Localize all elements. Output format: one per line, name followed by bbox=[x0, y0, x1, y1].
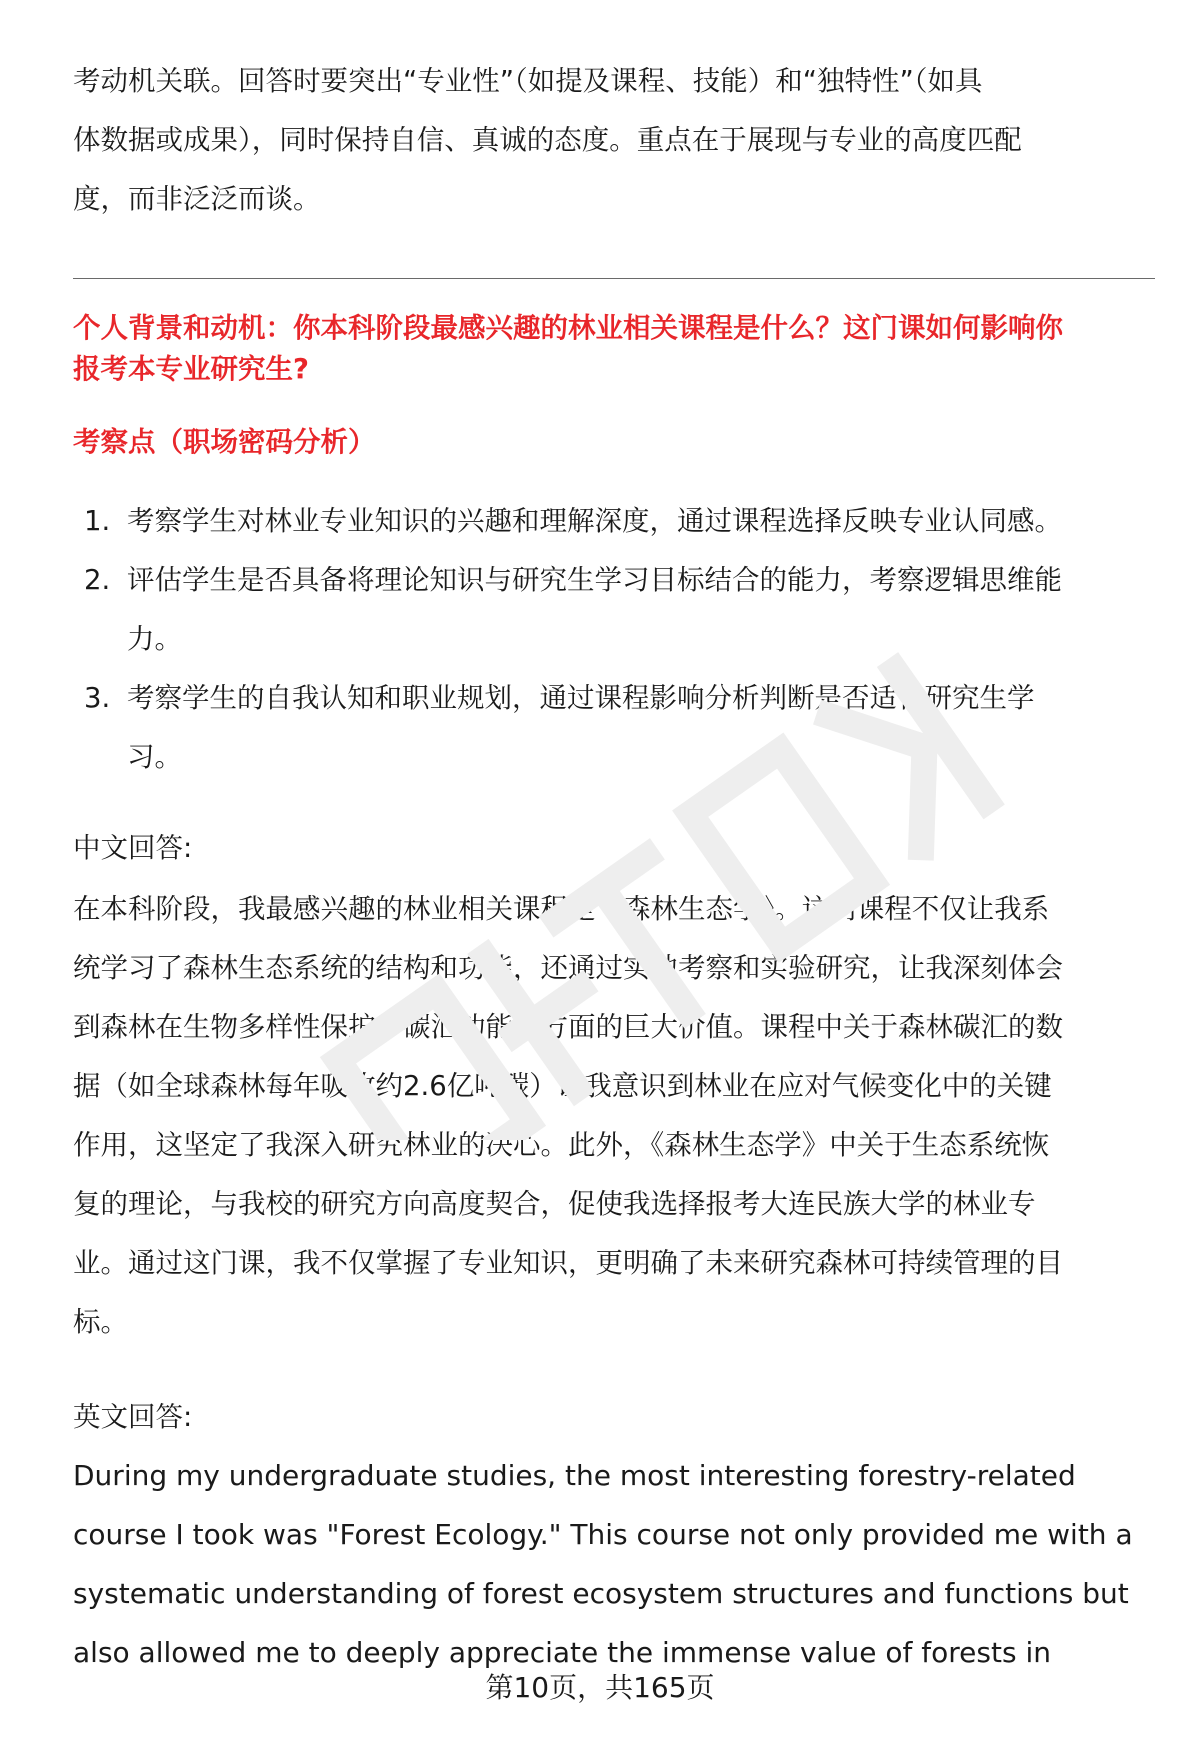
intro-line: 度，而非泛泛而谈。 bbox=[73, 183, 321, 215]
intro-line: 体数据或成果），同时保持自信、真诚的态度。重点在于展现与专业的高度匹配 bbox=[73, 124, 1022, 156]
chinese-answer-line: 到森林在生物多样性保护、碳汇功能等方面的巨大价值。课程中关于森林碳汇的数 bbox=[73, 1011, 1063, 1043]
chinese-answer-line: 业。通过这门课，我不仅掌握了专业知识，更明确了未来研究森林可持续管理的目 bbox=[73, 1247, 1063, 1279]
list-item-text: 评估学生是否具备将理论知识与研究生学习目标结合的能力，考察逻辑思维能 bbox=[127, 564, 1062, 596]
list-item-number: 2. bbox=[84, 564, 111, 596]
chinese-answer-line: 统学习了森林生态系统的结构和功能，还通过实地考察和实验研究，让我深刻体会 bbox=[73, 952, 1063, 984]
list-item-text: 考察学生的自我认知和职业规划，通过课程影响分析判断是否适合研究生学 bbox=[127, 682, 1035, 714]
question-heading bbox=[73, 308, 1155, 390]
list-item-text: 习。 bbox=[127, 741, 182, 773]
document-page bbox=[73, 0, 1155, 1755]
list-item-number: 3. bbox=[84, 682, 111, 714]
english-answer-line: During my undergraduate studies, the most interesting forestry-related bbox=[73, 1459, 1076, 1492]
section-divider bbox=[73, 278, 1155, 279]
intro-line: 考动机关联。回答时要突出“专业性”（如提及课程、技能）和“独特性”（如具 bbox=[73, 65, 983, 97]
english-answer-label: 英文回答: bbox=[73, 1401, 193, 1433]
chinese-answer-line: 标。 bbox=[73, 1306, 128, 1338]
list-item-number: 1. bbox=[84, 505, 111, 537]
list-item bbox=[73, 551, 1155, 669]
question-line: 报考本专业研究生? bbox=[73, 353, 309, 385]
list-item bbox=[73, 669, 1155, 787]
list-item-text: 力。 bbox=[127, 623, 182, 655]
list-item-text: 考察学生对林业专业知识的兴趣和理解深度，通过课程选择反映专业认同感。 bbox=[127, 505, 1062, 537]
chinese-answer-line: 据（如全球森林每年吸收约2.6亿吨碳）让我意识到林业在应对气候变化中的关键 bbox=[73, 1070, 1052, 1102]
assessment-points-list bbox=[73, 492, 1155, 787]
question-line: 个人背景和动机：你本科阶段最感兴趣的林业相关课程是什么？这门课如何影响你 bbox=[73, 312, 1063, 344]
chinese-answer-label: 中文回答: bbox=[73, 832, 193, 864]
chinese-answer-line: 在本科阶段，我最感兴趣的林业相关课程是《森林生态学》。这门课程不仅让我系 bbox=[73, 893, 1050, 925]
chinese-answer-paragraph bbox=[73, 880, 1155, 1352]
chinese-answer-line: 作用，这坚定了我深入研究林业的决心。此外，《森林生态学》中关于生态系统恢 bbox=[73, 1129, 1050, 1161]
list-item bbox=[73, 492, 1155, 551]
intro-paragraph bbox=[73, 52, 1155, 229]
english-answer-line: course I took was "Forest Ecology." This course not only provided me with a bbox=[73, 1518, 1133, 1551]
chinese-answer-line: 复的理论，与我校的研究方向高度契合，促使我选择报考大连民族大学的林业专 bbox=[73, 1188, 1036, 1220]
page-number-footer: 第10页，共165页 bbox=[485, 1671, 715, 1704]
section-title: 考察点（职场密码分析） bbox=[73, 426, 376, 458]
english-answer-line: also allowed me to deeply appreciate the immense value of forests in bbox=[73, 1636, 1051, 1669]
english-answer-line: systematic understanding of forest ecosystem structures and functions but bbox=[73, 1577, 1129, 1610]
english-answer-paragraph bbox=[73, 1446, 1155, 1682]
